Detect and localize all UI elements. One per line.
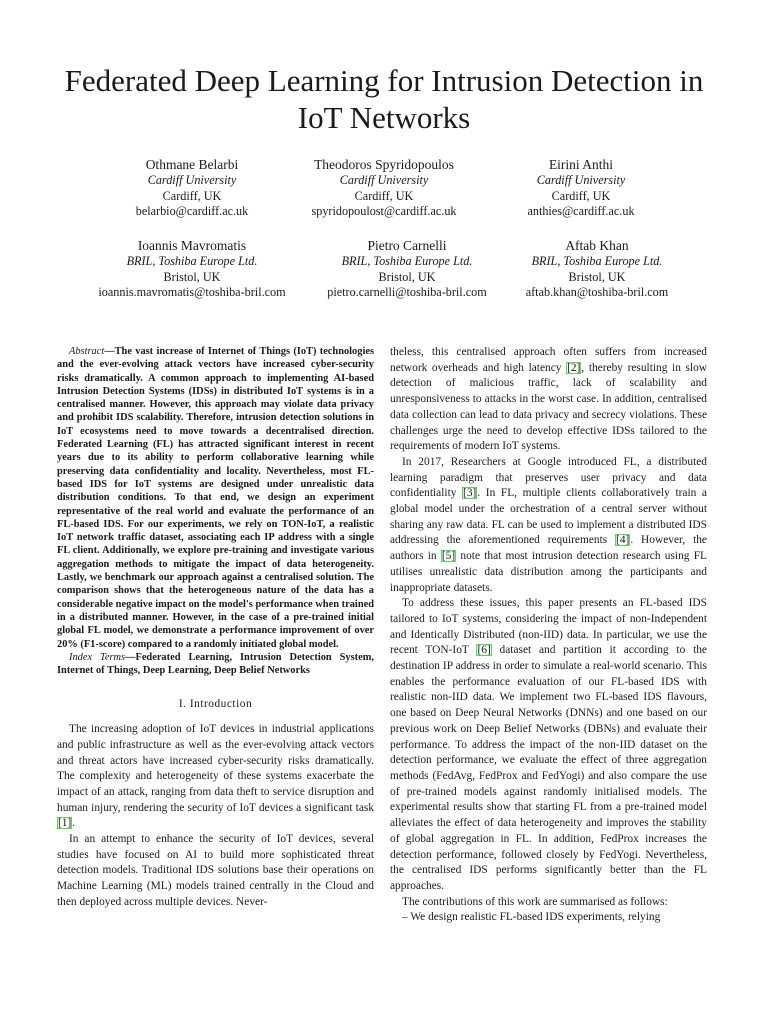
author-affiliation: BRIL, Toshiba Europe Ltd. [126, 254, 258, 268]
paragraph [57, 722, 374, 832]
right-column [390, 345, 707, 926]
author-name: Pietro Carnelli [367, 238, 447, 253]
paragraph-text: In 2017, Researchers at Google introduced FL, a distributed learning paradigm that preserves user privacy and data confidentiality [390, 455, 707, 500]
paragraph-text: . However, the authors in [390, 534, 707, 563]
author-affiliation: BRIL, Toshiba Europe Ltd. [341, 254, 473, 268]
paragraph: In an attempt to enhance the security of IoT devices, several studies have focused on AI to build more sophisticated threat detection models. Traditional IDS solutions base their operations on Machine Learning (ML) models trained centrally in the Cloud and then deployed across multiple devices. Never- [57, 833, 374, 908]
author-location: Cardiff, UK [162, 188, 222, 203]
author-affiliation: Cardiff University [536, 173, 626, 187]
paragraph: The contributions of this work are summarised as follows: [402, 895, 668, 908]
paragraph-text: theless, this centralised approach often suffers from increased network overheads and high latency [390, 346, 707, 374]
author-email: aftab.khan@toshiba-bril.com [525, 285, 669, 300]
citation-link[interactable]: [5] [441, 550, 456, 563]
author-name: Othmane Belarbi [145, 157, 239, 172]
citation-link[interactable]: [6] [477, 644, 491, 657]
paragraph-text: . In FL, multiple clients collaboratively train a global model under the orchestration of a central server without sharing any raw data. FL can be used to implement a distributed IDS addressing the aforementioned requirements [390, 487, 707, 547]
author-location: Bristol, UK [568, 269, 626, 284]
left-column [57, 345, 374, 911]
paragraph [390, 596, 707, 894]
paragraph [390, 455, 707, 596]
author-email: pietro.carnelli@toshiba-bril.com [327, 285, 487, 300]
author-email: spyridopoulost@cardiff.ac.uk [311, 204, 457, 219]
author-location: Cardiff, UK [551, 188, 611, 203]
citation-link[interactable]: [1] [58, 817, 72, 830]
citation-link[interactable]: [4] [616, 534, 630, 547]
paragraph-text: dataset and partition it according to the destination IP address in order to simulate a real-world scenario. This enables the performance evaluation of our FL-based IDS with realistic non-IID data. We implement two FL-based IDS flavours, one based on Deep Neural Networks (DNNs) and one based on our previous work on Deep Belief Networks (DBNs) and evaluate their performance. To address the impact of the non-IID dataset on the detection performance, we evaluate the effect of three aggregation methods (FedAvg, FedProx and FedYogi) and also compare the use of pre-trained models against randomly initialised models. The experimental results show that starting FL from a pre-trained model alleviates the effect of data heterogeneity and improves the stability of global aggregation in FL. In addition, FedProx increases the detection performance, followed closely by FedYogi. Nevertheless, the centralised IDS performs significantly better than the FL approaches. [390, 644, 707, 892]
author-name: Eirini Anthi [548, 157, 614, 172]
author-name: Aftab Khan [565, 238, 629, 253]
author-location: Bristol, UK [163, 269, 221, 284]
paragraph [390, 345, 707, 455]
paragraph-text: The increasing adoption of IoT devices in industrial applications and public infrastructure as well as the ever-evolving attack vectors and threat actors have increased cyber-security risks dramatically. The complexity and heterogeneity of these systems exacerbate the impact of an attack, ranging from data theft to service disruption and human injury, rendering the security of IoT devices a significant task [57, 723, 374, 814]
author-name: Ioannis Mavromatis [137, 238, 247, 253]
author-email: anthies@cardiff.ac.uk [527, 204, 635, 219]
paragraph-text: note that most intrusion detection research using FL utilises unrealistic data distribution among the participants and inappropriate datasets. [390, 550, 707, 594]
author-block [67, 237, 317, 301]
author-block [456, 156, 706, 220]
author-location: Cardiff, UK [354, 188, 414, 203]
author-name: Theodoros Spyridopoulos [314, 157, 454, 172]
paper-title: Federated Deep Learning for Intrusion Detection in IoT Networks [64, 63, 704, 135]
author-affiliation: Cardiff University [339, 173, 429, 187]
abstract [57, 345, 374, 651]
author-email: belarbio@cardiff.ac.uk [135, 204, 249, 219]
author-block [472, 237, 722, 301]
author-affiliation: BRIL, Toshiba Europe Ltd. [531, 254, 663, 268]
paragraph-text: To address these issues, this paper presents an FL-based IDS tailored to IoT systems, considering the impact of non-Independent and Identically Distributed (non-IID) data. In particular, we use the recent TON-IoT [390, 597, 707, 657]
paragraph-text: . [72, 817, 76, 830]
section-heading: I. Introduction [178, 698, 253, 711]
index-terms-label: Index Terms [69, 651, 126, 663]
list-item: – We design realistic FL-based IDS experiments, relying [402, 911, 661, 924]
citation-link[interactable]: [2] [567, 361, 581, 374]
paragraph-text: , thereby resulting in slow detection of malicious traffic, lack of scalability and unresponsiveness to attacks in the worst case. In addition, centralised data collection can lead to data privacy and secrecy violations. These challenges urge the need to develop effective IDSs tailored to the requirements of modern IoT systems. [390, 361, 708, 453]
citation-link[interactable]: [3] [463, 487, 477, 500]
abstract-text: —The vast increase of Internet of Things (IoT) technologies and the ever-evolving attack vectors have increased cyber-security risks dramatically. A common approach to implementing AI-based Intrusion Detection Systems (IDSs) in distributed IoT systems is in a centralised manner. However, this approach may violate data privacy and prohibit IDS scalability. Therefore, intrusion detection solutions in IoT ecosystems need to move towards a decentralised direction. Federated Learning (FL) has attracted significant interest in recent years due to its ability to perform collaborative learning while preserving data confidentiality and locality. Nevertheless, most FL-based IDS for IoT systems are designed under unrealistic data distribution conditions. To that end, we design an experiment representative of the real world and evaluate the performance of an FL-based IDS. For our experiments, we rely on TON-IoT, a realistic IoT network traffic dataset, associating each IP address with a single FL client. Additionally, we explore pre-training and investigate various aggregation methods to mitigate the impact of data heterogeneity. Lastly, we benchmark our approach against a centralised solution. The comparison shows that the heterogeneous nature of the data has a considerable negative impact on the model's performance when trained in a distributed manner. However, in the case of a pre-trained initial global FL model, we demonstrate a performance improvement of over 20% (F1-score) compared to a randomly initiated global model. [57, 346, 374, 650]
index-terms [57, 651, 374, 678]
author-affiliation: Cardiff University [147, 173, 237, 187]
author-location: Bristol, UK [378, 269, 436, 284]
index-terms-text: —Federated Learning, Intrusion Detection System, Internet of Things, Deep Learning, Deep Belief Networks [57, 651, 374, 677]
author-email: ioannis.mavromatis@toshiba-bril.com [98, 285, 286, 300]
abstract-label: Abstract [69, 346, 105, 357]
